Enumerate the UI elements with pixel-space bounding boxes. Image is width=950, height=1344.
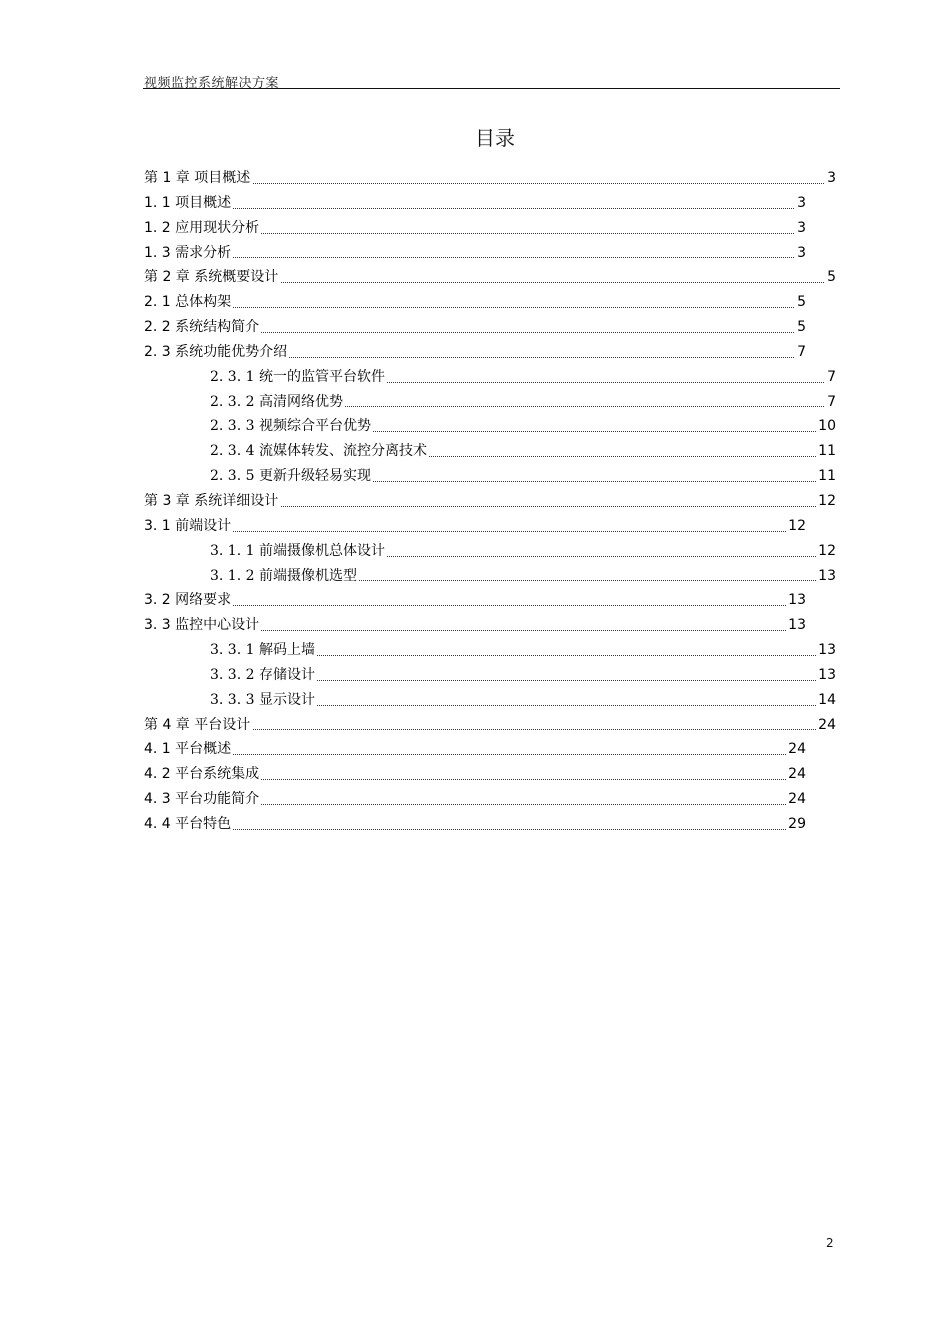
toc-entry-page: 13: [786, 613, 806, 638]
toc-entry-page: 29: [786, 812, 806, 837]
toc-entry[interactable]: [144, 514, 806, 539]
toc-dot-leader: [144, 257, 806, 258]
toc-entry[interactable]: [144, 613, 806, 638]
toc-entry-label: 2. 3 系统功能优势介绍: [144, 340, 289, 365]
toc-entry-label: 第 4 章 平台设计: [144, 713, 252, 738]
toc-entry[interactable]: [144, 737, 806, 762]
toc-entry[interactable]: [144, 265, 836, 290]
toc-entry-label: 4. 3 平台功能简介: [144, 787, 261, 812]
toc-entry-label: 第 1 章 项目概述: [144, 166, 252, 191]
toc-entry-label: 1. 3 需求分析: [144, 241, 233, 266]
toc-entry-page: 13: [786, 588, 806, 613]
toc-entry-page: 7: [825, 390, 836, 415]
toc-entry[interactable]: [144, 290, 806, 315]
toc-entry-page: 11: [816, 464, 836, 489]
toc-entry-page: 5: [825, 265, 836, 290]
toc-entry[interactable]: [144, 787, 806, 812]
toc-entry-page: 10: [816, 414, 836, 439]
toc-entry[interactable]: [144, 315, 806, 340]
toc-entry-label: 3. 3. 1 解码上墙: [210, 638, 317, 663]
toc-entry-label: 3. 3. 2 存储设计: [210, 663, 317, 688]
toc-entry-page: 24: [786, 737, 806, 762]
toc-dot-leader: [144, 754, 806, 755]
toc-dot-leader: [144, 307, 806, 308]
toc-entry[interactable]: [144, 688, 836, 713]
toc-entry-label: 3. 1. 2 前端摄像机选型: [210, 564, 359, 589]
toc-entry-label: 3. 1 前端设计: [144, 514, 233, 539]
toc-entry[interactable]: [144, 414, 836, 439]
toc-entry[interactable]: [144, 489, 836, 514]
toc-entry-page: 12: [816, 489, 836, 514]
toc-entry[interactable]: [144, 390, 836, 415]
toc-entry-label: 2. 3. 4 流媒体转发、流控分离技术: [210, 439, 429, 464]
toc-entry-label: 2. 1 总体构架: [144, 290, 233, 315]
toc-entry-page: 13: [816, 663, 836, 688]
toc-entry-page: 3: [795, 216, 806, 241]
toc-entry-label: 4. 4 平台特色: [144, 812, 233, 837]
toc-entry[interactable]: [144, 713, 836, 738]
toc-entry[interactable]: [144, 340, 806, 365]
toc-entry-label: 2. 3. 2 高清网络优势: [210, 390, 345, 415]
toc-entry[interactable]: [144, 539, 836, 564]
toc-entry-label: 3. 3 监控中心设计: [144, 613, 261, 638]
toc-entry-page: 5: [795, 315, 806, 340]
toc-entry[interactable]: [144, 464, 836, 489]
toc-entry-page: 5: [795, 290, 806, 315]
toc-entry[interactable]: [144, 241, 806, 266]
toc-entry-label: 3. 2 网络要求: [144, 588, 233, 613]
toc-entry-page: 3: [825, 166, 836, 191]
toc-entry-label: 2. 3. 3 视频综合平台优势: [210, 414, 373, 439]
toc-dot-leader: [144, 531, 806, 532]
toc-entry-label: 2. 3. 1 统一的监管平台软件: [210, 365, 387, 390]
toc-entry-label: 3. 1. 1 前端摄像机总体设计: [210, 539, 387, 564]
running-header-title: 视频监控系统解决方案: [144, 76, 280, 91]
toc-entry-label: 4. 2 平台系统集成: [144, 762, 261, 787]
toc-entry[interactable]: [144, 812, 806, 837]
toc-entry-page: 13: [816, 564, 836, 589]
toc-entry-label: 2. 3. 5 更新升级轻易实现: [210, 464, 373, 489]
page-number: 2: [826, 1236, 834, 1250]
toc-entry-page: 12: [786, 514, 806, 539]
toc-entry[interactable]: [144, 365, 836, 390]
header-rule: [143, 88, 840, 89]
toc-entry-page: 24: [786, 787, 806, 812]
toc-dot-leader: [144, 605, 806, 606]
toc-entry-page: 14: [816, 688, 836, 713]
table-of-contents: [144, 166, 840, 837]
toc-entry[interactable]: [144, 588, 806, 613]
toc-entry[interactable]: [144, 439, 836, 464]
toc-entry-page: 7: [795, 340, 806, 365]
toc-entry-label: 1. 1 项目概述: [144, 191, 233, 216]
toc-entry[interactable]: [144, 216, 806, 241]
toc-entry-page: 24: [786, 762, 806, 787]
toc-entry[interactable]: [144, 166, 836, 191]
toc-entry[interactable]: [144, 638, 836, 663]
toc-entry-page: 24: [816, 713, 836, 738]
toc-entry[interactable]: [144, 663, 836, 688]
toc-entry-label: 2. 2 系统结构简介: [144, 315, 261, 340]
toc-entry-label: 4. 1 平台概述: [144, 737, 233, 762]
toc-entry-page: 13: [816, 638, 836, 663]
toc-entry-page: 12: [816, 539, 836, 564]
toc-entry-page: 11: [816, 439, 836, 464]
toc-entry-label: 1. 2 应用现状分析: [144, 216, 261, 241]
toc-dot-leader: [144, 829, 806, 830]
toc-entry-page: 3: [795, 241, 806, 266]
toc-title: 目录: [475, 126, 515, 150]
toc-entry-label: 第 2 章 系统概要设计: [144, 265, 280, 290]
toc-dot-leader: [144, 208, 806, 209]
toc-entry[interactable]: [144, 191, 806, 216]
toc-entry[interactable]: [144, 762, 806, 787]
toc-entry-label: 3. 3. 3 显示设计: [210, 688, 317, 713]
toc-entry[interactable]: [144, 564, 836, 589]
toc-entry-page: 7: [825, 365, 836, 390]
toc-entry-page: 3: [795, 191, 806, 216]
toc-entry-label: 第 3 章 系统详细设计: [144, 489, 280, 514]
